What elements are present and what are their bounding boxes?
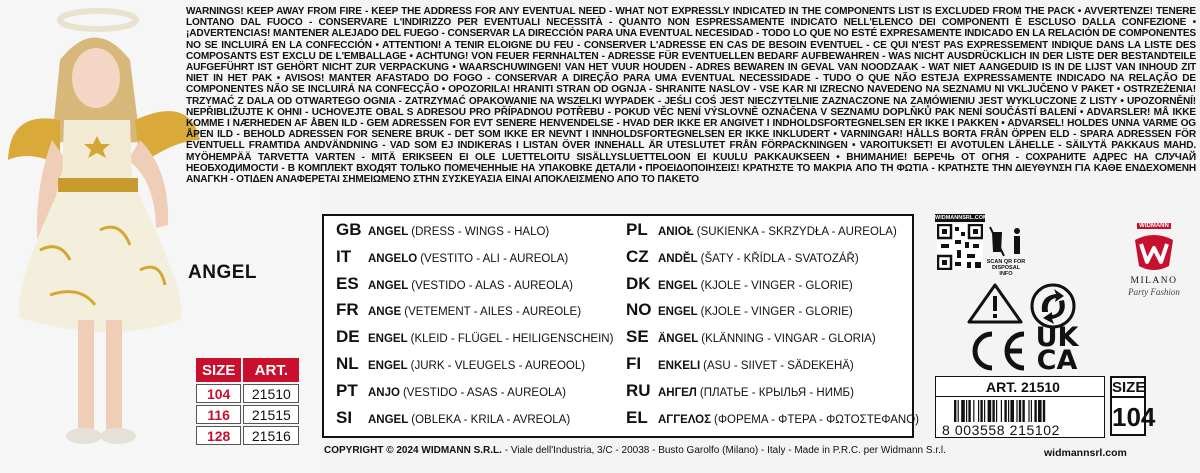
size-header: SIZE — [196, 358, 241, 382]
ukca-top: UK — [1035, 322, 1079, 353]
language-code: SI — [336, 407, 353, 427]
language-word: ANIOŁ — [658, 226, 694, 238]
size-table — [194, 356, 301, 447]
language-code: PL — [626, 220, 648, 239]
language-row-pl — [626, 220, 897, 240]
ukca-mark — [1034, 322, 1080, 376]
language-code: EL — [626, 407, 648, 427]
language-detail: (JURK - VLEUGELS - AUREOOL) — [410, 360, 586, 372]
table-row — [196, 426, 299, 445]
language-row-dk — [626, 274, 853, 294]
language-word: ANGEL — [368, 226, 409, 238]
language-code: IT — [336, 246, 352, 266]
qr-label: WIDMANNSRL.COM — [935, 215, 988, 221]
language-detail: (KJOLE - VINGER - GLORIE) — [700, 279, 853, 292]
language-code: DK — [626, 273, 651, 293]
language-detail: (KLEID - FLÜGEL - HEILIGENSCHEIN) — [410, 333, 614, 346]
language-word: ANGEL — [368, 279, 409, 292]
scan-qr-label: SCAN QR FOR DISPOSAL INFO — [986, 259, 1026, 277]
language-row-nl — [336, 354, 585, 374]
language-word: ANJO — [368, 386, 400, 399]
language-detail: (KJOLE - VINGER - GLORIE) — [700, 306, 853, 319]
language-detail: (KLÄNNING - VINGAR - GLORIA) — [701, 333, 876, 346]
language-word: ANGELO — [368, 252, 418, 265]
language-row-fi — [626, 354, 854, 374]
language-detail: (DRESS - WINGS - HALO) — [411, 226, 550, 238]
size-cell: 104 — [196, 384, 241, 403]
language-detail: (SUKIENKA - SKRZYDŁA - AUREOLA) — [696, 226, 897, 238]
art-header: ART. — [243, 358, 299, 382]
art-cell: 21516 — [243, 426, 299, 445]
language-word: ENGEL — [368, 333, 408, 346]
barcode-icon — [954, 400, 1094, 422]
language-word: ENGEL — [658, 306, 698, 319]
warnings-text: WARNINGS! KEEP AWAY FROM FIRE - KEEP THE ADDRESS FOR ANY EVENTUAL NEED - WHAT NOT EXPRESSLY INDICATED IN THE COMPONENTS LIST IS EXCLUDED FROM THE PACK • AVVERTENZE! TENERE LONTANO DAL FUOCO - CONSERVARE L'INDIRIZZO PER EVENTUALI NECESSITÀ - QUANTO NON ESPRESSAMENTE INDICATO NELL'ELENCO DEI COMPONENTI È ESCLUSO DALLA CONFEZIONE • ¡ADVERTENCIAS! MANTENER ALEJADO DEL FUEGO - CONSERVAR LA DIRECCIÓN PARA UNA EVENTUAL NECESIDAD - TODO LO QUE NO ESTÉ EXPRESAMENTE INDICADO EN LA RELACIÓN DE COMPONENTES NO SE INCLUIRÁ EN LA CONFECCIÓN • ATTENTION! A TENIR ELOIGNE DU FEU - CONSERVER L'ADRESSE EN CAS DE BESOIN EVENTUEL - CE QUI N'EST PAS EXPRESSEMENT INDIQUE DANS LA LISTE DES COMPOSANTS EST EXCLU DE L'EMBALLAGE • ACHTUNG! VON FEUER FERNHALTEN - ADRESSE FÜR EVENTUELLEN BEDARF AUFBEWAHREN - WAS NICHT AUSDRÜCKLICH IN DER LISTE DER BESTANDTEILE AUFGEFÜHRT IST GEHÖRT NICHT ZUR VERPACKUNG • WAARSCHUWINGEN! VAN HET VUUR HOUDEN - ADRES BEWAREN IN GEVAL VAN NOODZAAK - WAT NIET AANGEDUID IS IN DE LIJST VAN INHOUD ZIT NIET IN HET PAK • AVISOS! MANTER AFASTADO DO FOGO - CONSERVAR A DIREÇÃO PARA UMA EVENTUAL NECESSIDADE - TUDO O QUE NÃO ESTEJA EXPRESSAMENTE INDICADO NA RELAÇÃO DE COMPONENTES NÃO SE INCLUIRÁ NA CONFECÇÃO • OPOZORILA! HRANITI STRAN OD OGNJA - SHRANITE NASLOV - VSE KAR NI IZRECNO NAVEDENO NA SEZNAMU NI VKLJUČENO V PAKET • OSTRZEŻENIA! TRZYMAĆ Z DALA OD OTWARTEGO OGNIA - ZATRZYMAĆ OPAKOWANIE NA WSZELKI WYPADEK - JEŚLI COŚ JEST NIECZYTELNIE ZAZNACZONE NA ZAMÓWIENIU JEST WYKLUCZONE Z LISTY • UPOZORNĚNÍ! NEPŘIBLIŽUJTE K OHNI - UCHOVEJTE OBAL S ADRESOU PRO PŘÍPADNOU POTŘEBU - POKUD VĚC NENÍ VÝSLOVNĚ OZNAČENA V SEZNAMU DOPLŇKŮ PAK NENÍ SOUČÁSTÍ BALENÍ • ADVARSLER! MÅ IKKE KOMME I NÆRHEDEN AF ÅBEN ILD - GEM ADRESSEN FOR EVT SENERE HENVENDELSE - HVAD DER IKKE ER ANGIVET I INDHOLDSFORTEGNELSEN ER IKKE I PAKKEN • ADVARSEL! HOLDES UNNA VARME OG ÅPEN ILD - BEHOLD ADRESSEN FOR SENERE BRUK - DET SOM IKKE ER NEVNT I INNHOLDSFORTEGNELSEN ER IKKE INKLUDERT • VARNINGAR! HÅLLS BORTA FRÅN ÖPPEN ELD - SPARA ADRESSEN FÖR EVENTUELL FRAMTIDA ANDVÄNDNING - VAD SOM EJ INDIKERAS I LISTAN ÖVER INNEHALL ÄR UTESLUTET FRÅN FÖRPACKNINGEN • VAROITUKSET! EI AVOTULEN LÄHELLE - SÄILYTÄ PAKKAUS MAHD. MYÖHEMPÄÄ TARVETTA VARTEN - MITÄ ERIKSEEN EI OLE LUETTELOITU SISÄLLYSLUETTELOON EI KUULU PAKKAUKSEEN • ВНИМАНИЕ! БЕРЕЧЬ ОТ ОГНЯ - СОХРАНИТЕ АДРЕС НА СЛУЧАЙ НЕОБХОДИМОСТИ - В КОМПЛЕКТ ВХОДЯТ ТОЛЬКО ПОМЕЧЕННЫЕ НА УПАКОВКЕ ДЕТАЛИ • ΠΡΟΕΙΔΟΠΟΙΗΣΕΙΣ! ΚΡΑΤΗΣΤΕ ΤΟ ΜΑΚΡΙΑ ΑΠΟ ΤΗ ΦΩΤΙΑ - ΚΡΑΤΗΣΤΕ ΤΗΝ ΔΙΕΥΘΥΝΣΗ ΓΙΑ ΚΑΘΕ ΕΝΔΕΧΟΜΕΝΗ ΑΝΑΓΚΗ - ΟΤΙΔΕΝ ΑΝΑΦΕΡΕΤΑΙ ΣΗΜΕΙΩΜΕΝΟ ΣΤΗΝ ΣΥΣΚΕΥΑΣΙΑ ΕΙΝΑΙ ΑΠΟΚΛΕΙΣΜΕΝΟ ΑΠΟ ΤΟ ΠΑΚΕΤΟ — [186, 6, 1196, 186]
language-detail: (VESTIDO - ASAS - AUREOLA) — [402, 386, 566, 399]
ukca-bottom: CA — [1036, 345, 1078, 376]
qr-box — [935, 214, 1025, 276]
language-code: GB — [336, 220, 362, 239]
brand-logo — [1110, 214, 1198, 304]
language-code: NO — [626, 300, 652, 320]
table-row — [196, 384, 299, 403]
language-row-se — [626, 327, 876, 347]
language-row-cz — [626, 247, 859, 267]
language-row-es — [336, 274, 573, 294]
language-detail: (ПЛАТЬЕ - КРЫЛЬЯ - НИМБ) — [699, 386, 854, 399]
language-detail: (VETEMENT - AILES - AUREOLE) — [404, 306, 582, 319]
qr-code-icon — [937, 224, 983, 270]
art-cell: 21510 — [243, 384, 299, 403]
language-code: SE — [626, 327, 649, 347]
table-row — [196, 405, 299, 424]
brand-tagline: Party Fashion — [1128, 287, 1180, 297]
language-code: DE — [336, 327, 360, 347]
language-detail: (ŠATY - KŘÍDLA - SVATOZÁŘ) — [700, 252, 859, 265]
language-word: АНГЕЛ — [658, 386, 697, 399]
language-detail: (ASU - SIIVET - SÄDEKEHÄ) — [703, 360, 854, 372]
language-word: ANDĚL — [658, 252, 698, 265]
brand-name: WIDMANN — [1139, 223, 1169, 229]
language-row-no — [626, 300, 853, 320]
language-row-fr — [336, 300, 581, 320]
language-code: ES — [336, 273, 359, 293]
warning-triangle-icon — [965, 282, 1025, 326]
article-barcode-box — [935, 376, 1105, 438]
size-cell: 116 — [196, 405, 241, 424]
recycle-bin-info-icon — [989, 224, 1025, 258]
language-detail: (VESTITO - ALI - AUREOLA) — [420, 252, 569, 265]
language-detail: (ΦΟΡΕΜΑ - ΦΤΕΡΑ - ΦΩΤΟΣΤΕΦΑΝΟ) — [714, 413, 920, 426]
language-row-el — [626, 408, 919, 428]
language-row-de — [336, 327, 613, 347]
language-code: NL — [336, 354, 359, 373]
language-word: ENGEL — [658, 279, 698, 292]
ce-mark-icon — [962, 330, 1032, 372]
language-word: ÄNGEL — [658, 333, 699, 346]
language-code: CZ — [626, 246, 649, 266]
language-code: RU — [626, 380, 651, 400]
brand-milano: MILANO — [1130, 276, 1178, 286]
language-row-ru — [626, 381, 854, 401]
language-row-si — [336, 408, 570, 428]
language-code: FR — [336, 300, 359, 320]
barcode-digits: 8 003558 215102 — [942, 422, 1060, 438]
size-box-value: 104 — [1110, 398, 1146, 436]
product-name: ANGEL — [188, 262, 257, 283]
widmann-logo-icon — [1129, 226, 1179, 274]
article-number: ART. 21510 — [936, 377, 1104, 397]
size-cell: 128 — [196, 426, 241, 445]
language-word: ENGEL — [368, 360, 408, 372]
language-word: ANGEL — [368, 413, 409, 426]
language-word: ANGE — [368, 306, 402, 319]
language-detail: (OBLEKA - KRILA - AVREOLA) — [411, 413, 571, 426]
copyright-bold: COPYRIGHT © 2024 WIDMANN S.R.L. — [324, 445, 502, 456]
copyright-line — [324, 445, 946, 456]
language-row-it — [336, 247, 568, 267]
language-row-gb — [336, 220, 549, 240]
website-url: widmannsrl.com — [1044, 447, 1127, 459]
language-code: FI — [626, 354, 642, 373]
language-row-pt — [336, 381, 566, 401]
art-cell: 21515 — [243, 405, 299, 424]
copyright-address: - Viale dell'Industria, 3/C - 20038 - Busto Garolfo (Milano) - Italy - Made in P.R.C. per Widmann S.r.l. — [501, 445, 946, 456]
language-word: ENKELI — [658, 360, 701, 372]
language-word: ΑΓΓΕΛΟΣ — [658, 413, 712, 426]
size-box-label: SIZE — [1110, 376, 1146, 398]
language-detail: (VESTIDO - ALAS - AUREOLA) — [411, 279, 573, 292]
languages-box — [322, 214, 920, 438]
language-code: PT — [336, 380, 358, 400]
